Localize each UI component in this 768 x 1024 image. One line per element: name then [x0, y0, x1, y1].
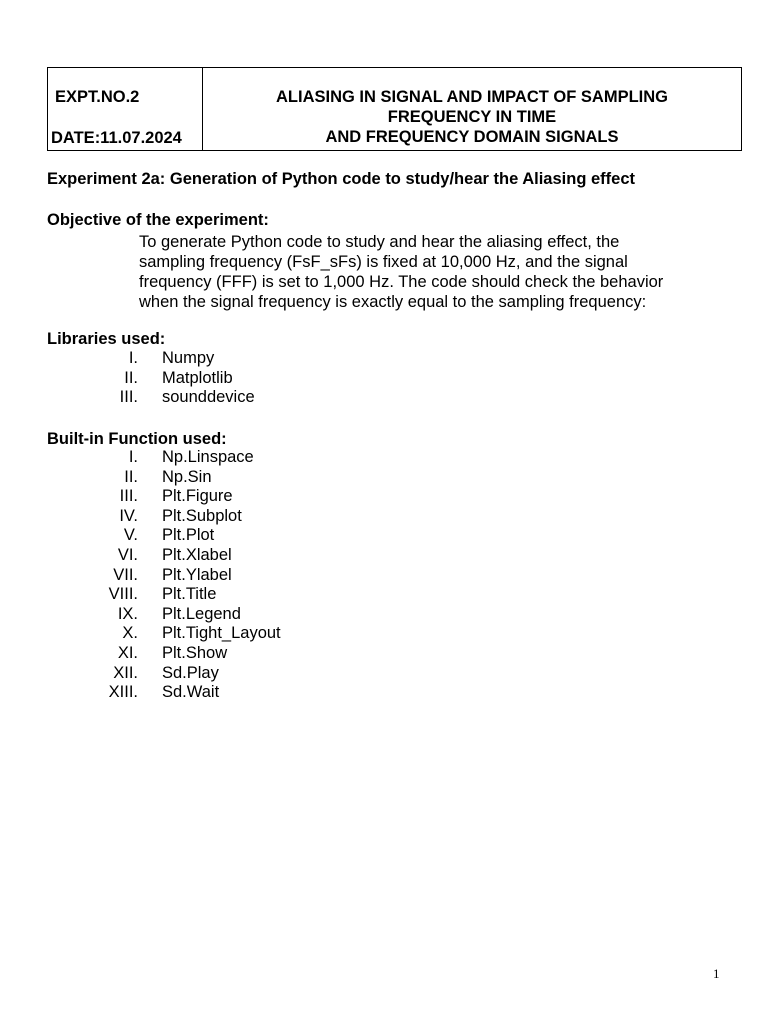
header-title-line: FREQUENCY IN TIME: [387, 108, 557, 126]
list-item-text: Numpy: [162, 349, 215, 367]
list-item-number: II.: [124, 368, 138, 387]
list-item-text: Plt.Title: [162, 585, 217, 604]
list-item-text: Plt.Figure: [162, 487, 233, 506]
header-title-line: ALIASING IN SIGNAL AND IMPACT OF SAMPLING: [275, 88, 669, 106]
objective-line: when the signal frequency is exactly equal to the sampling frequency:: [139, 293, 647, 311]
list-item-number: XI.: [117, 643, 138, 662]
functions-heading: Built-in Function used:: [47, 430, 227, 448]
list-item: [0, 349, 400, 369]
list-item-text: Plt.Show: [162, 643, 228, 662]
list-item-text: Plt.Tight_Layout: [162, 624, 281, 643]
list-item-text: Np.Sin: [162, 467, 212, 486]
list-item: [0, 624, 400, 644]
list-item-number: VIII.: [108, 585, 138, 604]
list-item-text: Plt.Legend: [162, 604, 241, 623]
list-item-number: IX.: [117, 604, 138, 623]
experiment-title: Experiment 2a: Generation of Python code to study/hear the Aliasing effect: [47, 170, 635, 188]
list-item: [0, 487, 400, 507]
list-item-text: Sd.Play: [162, 663, 219, 682]
list-item: [0, 448, 400, 468]
list-item-number: II.: [124, 467, 138, 486]
objective-line: frequency (FFF) is set to 1,000 Hz. The code should check the behavior: [139, 273, 664, 291]
list-item: [0, 526, 400, 546]
list-item: [0, 546, 400, 566]
list-item: [0, 468, 400, 488]
libraries-list: [0, 349, 400, 408]
list-item: [0, 644, 400, 664]
expt-date: DATE:11.07.2024: [51, 129, 182, 147]
list-item-text: sounddevice: [162, 388, 255, 407]
list-item: [0, 507, 400, 527]
expt-number: EXPT.NO.2: [55, 88, 140, 106]
list-item: [0, 605, 400, 625]
libraries-heading: Libraries used:: [47, 330, 166, 348]
objective-line: sampling frequency (FsF_sFs) is fixed at 10,000 Hz, and the signal: [139, 253, 628, 271]
list-item-text: Np.Linspace: [162, 448, 254, 466]
list-item: [0, 585, 400, 605]
list-item-text: Plt.Subplot: [162, 506, 242, 525]
header-left-cell: [48, 68, 203, 150]
list-item-text: Plt.Ylabel: [162, 565, 232, 584]
list-item-number: I.: [128, 448, 138, 466]
page-number: 1: [713, 966, 720, 981]
functions-list: [0, 448, 400, 703]
list-item-number: X.: [122, 624, 138, 643]
objective-line: To generate Python code to study and hear the aliasing effect, the: [139, 233, 620, 251]
list-item-number: VII.: [113, 565, 138, 584]
list-item: [0, 566, 400, 586]
list-item-text: Matplotlib: [162, 368, 233, 387]
list-item: [0, 683, 400, 703]
header-table: [47, 67, 742, 151]
objective-text: [139, 232, 729, 312]
list-item: [0, 664, 400, 684]
list-item-number: XII.: [113, 663, 138, 682]
header-title-line: AND FREQUENCY DOMAIN SIGNALS: [325, 128, 619, 146]
list-item-number: III.: [119, 388, 138, 407]
list-item-number: XIII.: [108, 683, 138, 702]
list-item-number: VI.: [117, 545, 138, 564]
list-item-number: V.: [123, 526, 138, 545]
list-item-text: Plt.Xlabel: [162, 545, 232, 564]
list-item-number: IV.: [119, 506, 138, 525]
list-item: [0, 369, 400, 389]
list-item-number: I.: [128, 349, 138, 367]
list-item-text: Sd.Wait: [162, 683, 220, 702]
list-item: [0, 388, 400, 408]
header-title: [203, 68, 741, 150]
list-item-text: Plt.Plot: [162, 526, 215, 545]
objective-heading: Objective of the experiment:: [47, 211, 269, 229]
list-item-number: III.: [119, 487, 138, 506]
